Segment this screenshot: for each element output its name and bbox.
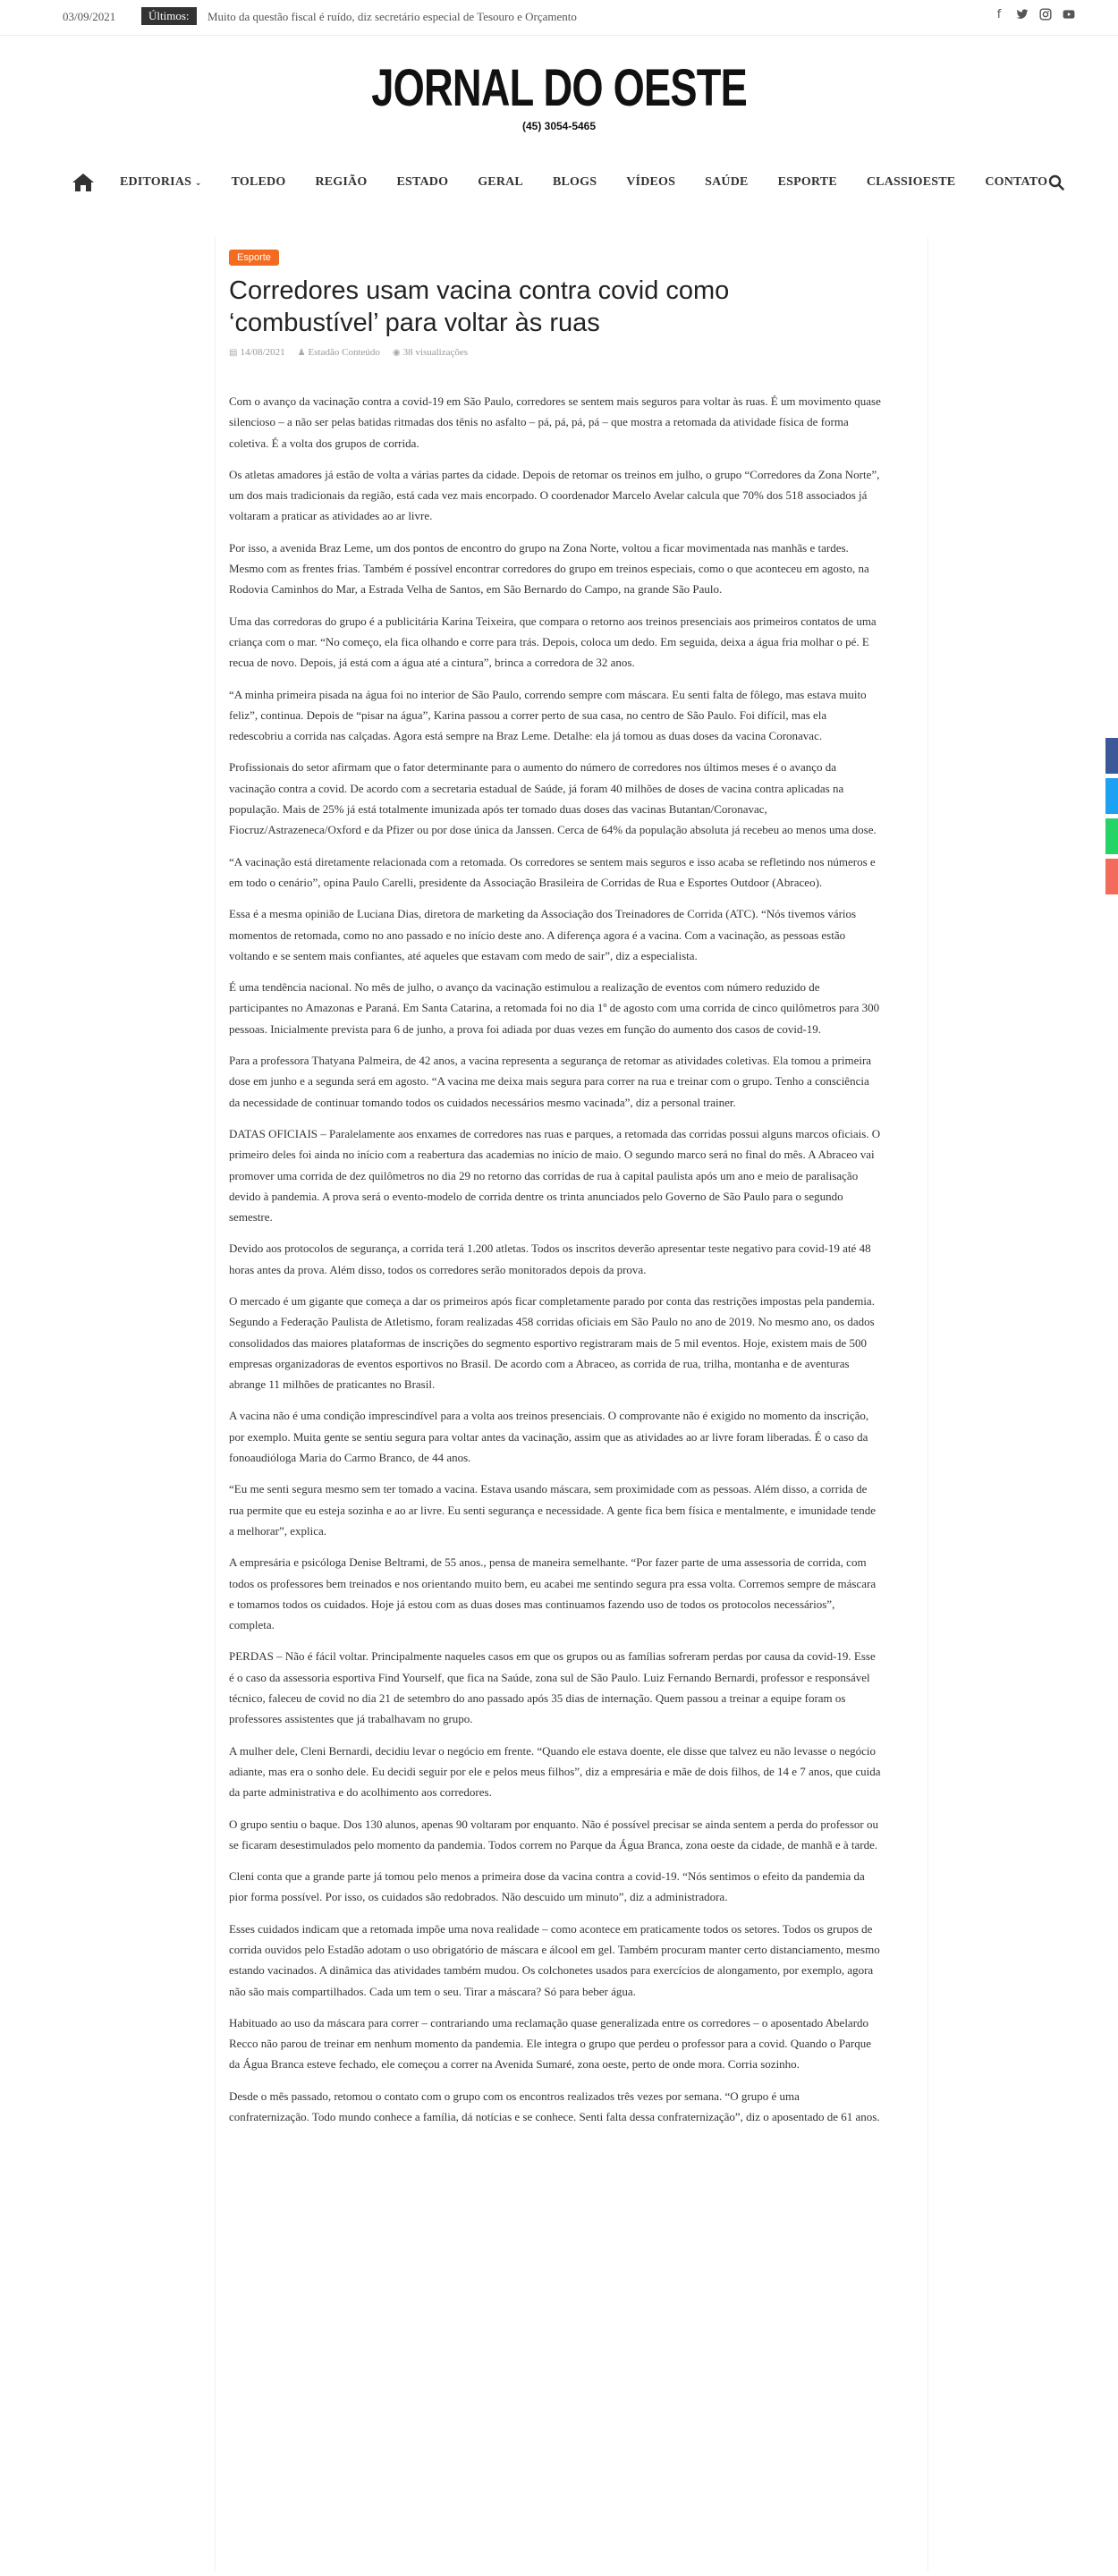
latest-news-label: Últimos: [141, 7, 197, 25]
social-links [993, 8, 1075, 22]
share-pinterest-button[interactable] [1105, 859, 1118, 894]
share-whatsapp-button[interactable] [1105, 818, 1118, 854]
home-icon[interactable] [72, 173, 95, 192]
nav-item-videos[interactable]: VÍDEOS [626, 175, 676, 189]
top-bar [0, 0, 1118, 36]
calendar-icon: ▤ [229, 348, 238, 358]
article-paragraph: PERDAS – Não é fácil voltar. Principalmente naqueles casos em que os grupos ou as famílias sofreram perdas por causa da covid-19. Esse é o caso da assessoria esportiva Find Yourself, que fica na Saúde, zona sul de São Paulo. Luiz Fernando Bernardi, professor e responsável técnico, faleceu de covid no dia 21 de setembro do ano passado após 35 dias de internação. Quem passou a treinar a equipe foram os professores assistentes que já trabalhavam no grupo. [229, 1649, 876, 1726]
current-date: 03/09/2021 [63, 10, 116, 23]
article-paragraph: A vacina não é uma condição imprescindível para a volta aos treinos presenciais. O comprovante não é exigido no momento da inscrição, por exemplo. Muita gente se sentiu segura para voltar antes da vacinação, assim que as atividades ao ar livre foram liberadas. É o caso da fonoaudióloga Maria do Carmo Branco, de 44 anos. [229, 1409, 869, 1465]
article-paragraph: “A vacinação está diretamente relacionada com a retomada. Os corredores se sentem mais seguros e isso acaba se refletindo nos números e em todo o cenário”, opina Paulo Carelli, presidente da Associação Brasileira de Corridas de Rua e Esportes Outdoor (Abraceo). [229, 854, 876, 889]
article-paragraph: Uma das corredoras do grupo é a publicitária Karina Teixeira, que compara o retorno aos treinos presenciais aos primeiros contatos de uma criança com o mar. “No começo, ela fica olhando e corre para trás. Depois, coloca um dedo. Em seguida, deixa a água fria molhar o pé. E recua de novo. Depois, já está com a água até a cintura”, brinca a corredora de 32 anos. [229, 614, 877, 670]
nav-item-geral[interactable]: GERAL [478, 175, 523, 189]
nav-item-esporte[interactable]: ESPORTE [777, 175, 837, 189]
article [215, 237, 928, 2572]
article-body [229, 391, 882, 2138]
article-title: Corredores usam vacina contra covid como ‘combustível’ para voltar às ruas [229, 276, 730, 337]
site-name: JORNAL DO OESTE [371, 59, 747, 117]
article-meta [229, 347, 468, 358]
article-paragraph: Essa é a mesma opinião de Luciana Dias, diretora de marketing da Associação dos Treinadores de Corrida (ATC). “Nós tivemos vários momentos de retomada, como no ano passado e no início deste ano. A diferença agora é a vacina. Com a vacinação, as pessoas estão voltando e se sentem mais confiantes, até aqueles que estavam com medo de sair”, diz a especialista. [229, 907, 857, 962]
article-paragraph: A mulher dele, Cleni Bernardi, decidiu levar o negócio em frente. “Quando ele estava doente, ele disse que talvez eu não levasse o negócio adiante, mas era o sonho dele. Eu decidi seguir por ele e pelos meus filhos”, diz a empresária e mãe de dois filhos, de 14 e 7 anos, que cuida da parte administrativa e do acolhimento aos corredores. [229, 1743, 881, 1800]
article-paragraph: Desde o mês passado, retomou o contato com o grupo com os encontros realizados três vezes por semana. “O grupo é uma confraternização. Todo mundo conhece a família, dá notícias e se conhece. Senti falta dessa confraternização”, diz o aposentado de 61 anos. [229, 2089, 880, 2124]
facebook-icon[interactable]: f [996, 8, 1002, 21]
chevron-down-icon: ⌄ [194, 179, 202, 188]
nav-item-regiao[interactable]: REGIÃO [315, 175, 368, 189]
article-date[interactable]: ▤ 14/08/2021 [229, 347, 285, 358]
nav-item-contato[interactable]: CONTATO [985, 175, 1048, 189]
article-paragraph: “A minha primeira pisada na água foi no interior de São Paulo, correndo sempre com máscara. Eu senti falta de fôlego, mas estava muito feliz”, continua. Depois de “pisar na água”, Karina passou a correr perto de sua casa, no centro de São Paulo. Foi difícil, mas ela redescobriu a corrida nas calçadas. Agora está sempre na Braz Leme. Detalhe: ela já tomou as duas doses da vacina Coronavac. [229, 687, 867, 743]
article-paragraph: Devido aos protocolos de segurança, a corrida terá 1.200 atletas. Todos os inscritos deverão apresentar teste negativo para covid-19 até 48 horas antes da prova. Além disso, todos os corredores serão monitorados depois da prova. [229, 1241, 871, 1276]
article-paragraph: Cleni conta que a grande parte já tomou pelo menos a primeira dose da vacina contra a covid-19. “Nós sentimos o efeito da pandemia da pior forma possível. Por isso, os cuidados são redobrados. Não descuido um minuto”, diz a administradora. [229, 1869, 865, 1904]
article-paragraph: É uma tendência nacional. No mês de julho, o avanço da vacinação estimulou a realização de eventos com número reduzido de participantes no Amazonas e Paraná. Em Santa Catarina, a retomada foi no dia 1º de agosto com uma corrida de cinco quilômetros para 300 pessoas. Inicialmente prevista para 6 de junho, a prova foi adiada por duas vezes em função do aumento dos casos de covid-19. [229, 980, 880, 1036]
twitter-icon[interactable] [1016, 8, 1029, 22]
article-author[interactable]: ♟ Estadão Conteúdo [297, 347, 380, 358]
article-paragraph: A empresária e psicóloga Denise Beltrami, de 55 anos., pensa de maneira semelhante. “Por fazer parte de uma assessoria de corrida, com todos os professores bem treinados e nos orientando muito bem, eu acabei me sentindo segura pra essa volta. Corremos sempre de máscara e tomamos todos os cuidados. Hoje já estou com as duas doses mas continuamos fazendo uso de todos os protocolos necessários”, completa. [229, 1555, 877, 1632]
instagram-icon[interactable] [1039, 8, 1052, 22]
article-paragraph: Habituado ao uso da máscara para correr – contrariando uma reclamação quase generalizada entre os corredores – o aposentado Abelardo Recco não parou de treinar em nenhum momento da pandemia. Ele integra o grupo que perdeu o professor para a covid. Quando o Parque da Água Branca esteve fechado, ele começou a correr na Avenida Sumaré, zona oeste, perto de onde mora. Corria sozinho. [229, 2015, 872, 2072]
share-twitter-button[interactable] [1105, 778, 1118, 814]
article-paragraph: Por isso, a avenida Braz Leme, um dos pontos de encontro do grupo na Zona Norte, voltou a ficar movimentada nas manhãs e tardes. Mesmo com as frentes frias. Também é possível encontrar corredores do grupo em treinos especiais, como o que aconteceu em agosto, na Rodovia Caminhos do Mar, a Estrada Velha de Santos, em São Bernardo do Campo, na grande São Paulo. [229, 540, 869, 597]
article-paragraph: Os atletas amadores já estão de volta a várias partes da cidade. Depois de retomar os treinos em julho, o grupo “Corredores da Zona Norte”, um dos mais tradicionais da região, está cada vez mais encorpado. O coordenador Marcelo Avelar calcula que 70% dos 518 associados já voltaram a praticar as atividades ao ar livre. [229, 467, 880, 523]
site-logo[interactable] [0, 59, 1118, 132]
nav-item-saude[interactable]: SAÚDE [705, 175, 749, 189]
article-paragraph: O grupo sentiu o baque. Dos 130 alunos, apenas 90 voltaram por enquanto. Não é possível precisar se ainda sentem a perda do professor ou se ficaram desestimulados pelo momento da pandemia. Todos correm no Parque da Água Branca, zona oeste da cidade, de manhã e à tarde. [229, 1817, 879, 1852]
article-paragraph: Profissionais do setor afirmam que o fator determinante para o aumento do número de corredores nos últimos meses é o avanço da vacinação contra a covid. De acordo com a secretaria estadual de Saúde, já foram 40 milhões de doses de vacina contra aplicadas na população. Mais de 25% já está totalmente imunizada após ter tomado duas doses das vacinas Butantan/Coronavac, Fiocruz/Astrazeneca/Oxford e da Pfizer ou por dose única da Janssen. Cerca de 64% da população absoluta já recebeu ao menos uma dose. [229, 760, 877, 837]
nav-item-blogs[interactable]: BLOGS [552, 175, 597, 189]
site-phone: (45) 3054-5465 [521, 120, 597, 132]
category-badge[interactable]: Esporte [229, 250, 279, 266]
search-icon[interactable] [1048, 174, 1064, 191]
youtube-icon[interactable] [1063, 8, 1075, 22]
nav-item-editorias[interactable]: EDITORIAS ⌄ [120, 175, 202, 189]
nav-item-classioeste[interactable]: CLASSIOESTE [866, 175, 956, 189]
article-paragraph: Para a professora Thatyana Palmeira, de 42 anos, a vacina representa a segurança de retomar as atividades coletivas. Ela tomou a primeira dose em junho e a segunda será em agosto. “A vacina me deixa mais segura para correr na rua e treinar com o grupo. Tenho a consciência da necessidade de continuar tomando todos os cuidados necessários mesmo vacinada”, diz a personal trainer. [229, 1054, 872, 1109]
article-paragraph: “Eu me senti segura mesmo sem ter tomado a vacina. Estava usando máscara, sem proximidade com as pessoas. Além disso, a corrida de rua permite que eu esteja sozinha e ao ar livre. Eu senti segurança e necessidade. A gente fica bem física e mentalmente, e imunidade tende a melhorar”, explica. [229, 1482, 876, 1538]
user-icon: ♟ [297, 348, 306, 358]
nav-item-estado[interactable]: ESTADO [396, 175, 449, 189]
article-paragraph: Com o avanço da vacinação contra a covid-19 em São Paulo, corredores se sentem mais seguros para voltar às ruas. É um movimento quase silencioso – a não ser pelas batidas ritmadas dos tênis no asfalto – pá, pá, pá, pá – que mostra a retomada da atividade física de forma coletiva. É a volta dos grupos de corrida. [229, 394, 881, 450]
article-paragraph: O mercado é um gigante que começa a dar os primeiros após ficar completamente parado por conta das restrições impostas pela pandemia. Segundo a Federação Paulista de Atletismo, foram realizadas 458 corridas oficiais em São Paulo no ano de 2019. No mesmo ano, os dados consolidados das maiores plataformas de inscrições do segmento esportivo registraram mais de 5 mil eventos. Hoje, existem mais de 500 empresas organizadoras de eventos esportivos no Brasil. De acordo com a Abraceo, as corrida de rua, trilha, montanha e de aventuras abrange 11 milhões de praticantes no Brasil. [229, 1293, 875, 1392]
eye-icon: ◉ [392, 348, 401, 358]
article-paragraph: DATAS OFICIAIS – Paralelamente aos enxames de corredores nas ruas e parques, a retomada das corridas possui alguns marcos oficiais. O primeiro deles foi ainda no início com a reabertura das academias no início de maio. O segundo marco será no final do mês. A Abraceo vai promover uma corrida de dez quilômetros no dia 29 no retorno das corridas de rua à capital paulista após um ano e meio de paralisação devido à pandemia. A prova será o evento-modelo de corrida dentre os trinta anunciados pelo Governo de São Paulo para o segundo semestre. [229, 1126, 881, 1224]
nav-item-toledo[interactable]: TOLEDO [231, 175, 286, 189]
article-views: ◉ 38 visualizações [392, 347, 469, 358]
article-paragraph: Esses cuidados indicam que a retomada impõe uma nova realidade – como acontece em praticamente todos os setores. Todos os grupos de corrida ouvidos pelo Estadão adotam o uso obrigatório de máscara e álcool em gel. Também procuram manter certo distanciamento, mesmo estando vacinados. A dinâmica das atividades também mudou. Os colchonetes usados para exercícios de alongamento, por exemplo, agora não são mais compartilhados. Cada um tem o seu. Tirar a máscara? Só para beber água. [229, 1921, 880, 1998]
latest-news-ticker[interactable]: Muito da questão fiscal é ruído, diz secretário especial de Tesouro e Orçamento [208, 10, 577, 23]
share-facebook-button[interactable] [1105, 738, 1118, 774]
main-navigation [72, 163, 1064, 202]
